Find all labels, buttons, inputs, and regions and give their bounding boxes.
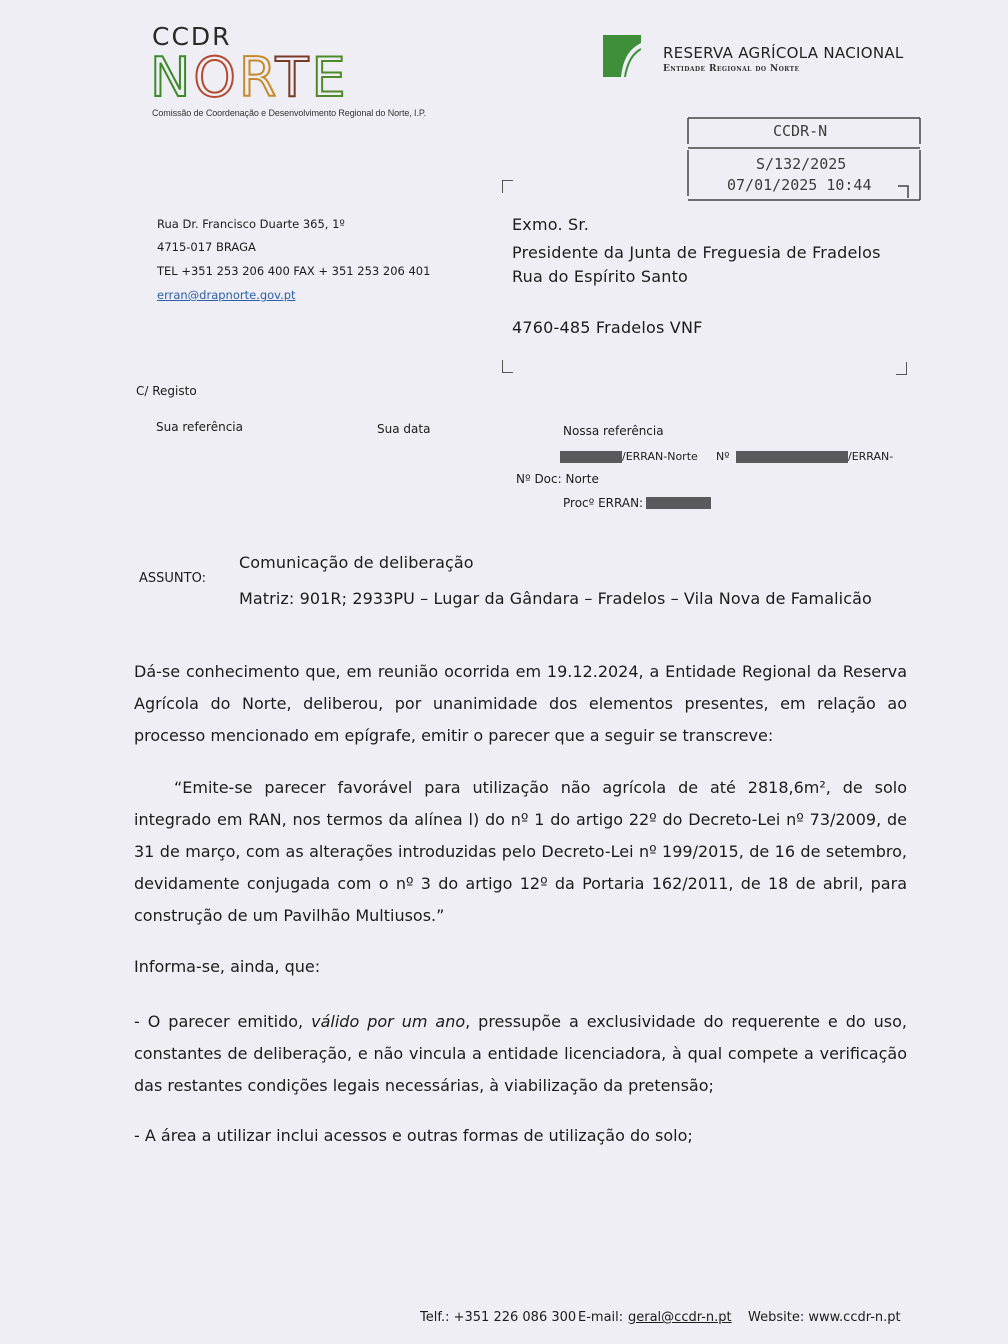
ran-subtitle: Entidade Regional do Norte (663, 64, 800, 74)
informa-line: Informa-se, ainda, que: (134, 957, 321, 976)
logo-norte-text: NORTE (150, 46, 349, 109)
ran-title: RESERVA AGRÍCOLA NACIONAL (663, 44, 904, 62)
note-item-1-pre: - O parecer emitido, (134, 1012, 312, 1031)
redaction-box (646, 497, 711, 509)
n-doc: Nº Doc: Norte (516, 472, 599, 486)
assunto-label: ASSUNTO: (139, 571, 206, 586)
footer-email-link[interactable]: geral@ccdr-n.pt (628, 1310, 732, 1325)
n-suffix: /ERRAN- (848, 450, 894, 463)
recipient-postcode: 4760-485 Fradelos VNF (512, 318, 703, 337)
note-item-2: - A área a utilizar inclui acessos e outras formas de utilização do solo; (134, 1126, 693, 1145)
n-label: Nº (716, 450, 730, 463)
note-item-1-post: , pressupõe a exclusividade do requerente e do uso, constantes de deliberação, e não vincula a entidade licenciadora, à qual compete a verificação das restantes condições legais necessárias, à viabilização da pretensão; (134, 1012, 907, 1095)
sender-street: Rua Dr. Francisco Duarte 365, 1º (157, 217, 345, 231)
recipient-salutation: Exmo. Sr. (512, 215, 589, 234)
stamp-org: CCDR-N (773, 122, 828, 140)
logo-subtitle: Comissão de Coordenação e Desenvolvimento Regional do Norte, I.P. (152, 108, 426, 118)
logo-ccdr-text: CCDR (152, 22, 232, 51)
nossa-referencia-label: Nossa referência (563, 424, 664, 438)
redaction-box (560, 451, 622, 463)
intro-paragraph: Dá-se conhecimento que, em reunião ocorrida em 19.12.2024, a Entidade Regional da Reserva Agrícola do Norte, deliberou, por unanimidade dos elementos presentes, em relação ao processo mencionado em epígrafe, emitir o parecer que a seguir se transcreve: (134, 662, 907, 745)
subject-line-2: Matriz: 901R; 2933PU – Lugar da Gândara – Fradelos – Vila Nova de Famalicão (239, 589, 872, 608)
recipient-title: Presidente da Junta de Freguesia de Fradelos (512, 243, 881, 262)
registo-label: C/ Registo (136, 384, 197, 398)
note-item-1-emphasis: válido por um ano (311, 1012, 466, 1031)
ran-logo-icon (603, 35, 641, 77)
footer-email-label: E-mail: (578, 1310, 624, 1325)
sua-data-label: Sua data (377, 422, 431, 436)
registration-stamp (686, 116, 922, 202)
sua-referencia-label: Sua referência (156, 420, 243, 434)
sender-postcode: 4715-017 BRAGA (157, 240, 256, 254)
sender-phone: TEL +351 253 206 400 FAX + 351 253 206 401 (157, 264, 431, 278)
window-corner-top-left (502, 180, 513, 193)
window-corner-bottom-right (896, 362, 907, 375)
proc-label: Procº ERRAN: (563, 496, 644, 510)
footer-website[interactable]: Website: www.ccdr-n.pt (748, 1310, 901, 1325)
sender-email-link[interactable]: erran@drapnorte.gov.pt (157, 288, 296, 302)
recipient-street: Rua do Espírito Santo (512, 267, 689, 286)
window-corner-bottom-left (502, 360, 513, 373)
subject-line-1: Comunicação de deliberação (239, 553, 474, 572)
stamp-datetime: 07/01/2025 10:44 (727, 176, 872, 194)
footer-phone: Telf.: +351 226 086 300 (420, 1310, 577, 1325)
stamp-number: S/132/2025 (756, 155, 847, 173)
note-item-1 (134, 1006, 907, 1102)
redaction-box (736, 451, 848, 463)
ref-suffix: /ERRAN-Norte (622, 450, 698, 463)
quoted-decision: “Emite-se parecer favorável para utilização não agrícola de até 2818,6m², de solo integrado em RAN, nos termos da alínea l) do nº 1 do artigo 22º do Decreto-Lei nº 73/2009, de 31 de março, com as alterações introduzidas pelo Decreto-Lei nº 199/2015, de 16 de setembro, devidamente conjugada com o nº 3 do artigo 12º da Portaria 162/2011, de 18 de abril, para construção de um Pavilhão Multiusos.” (134, 778, 907, 925)
